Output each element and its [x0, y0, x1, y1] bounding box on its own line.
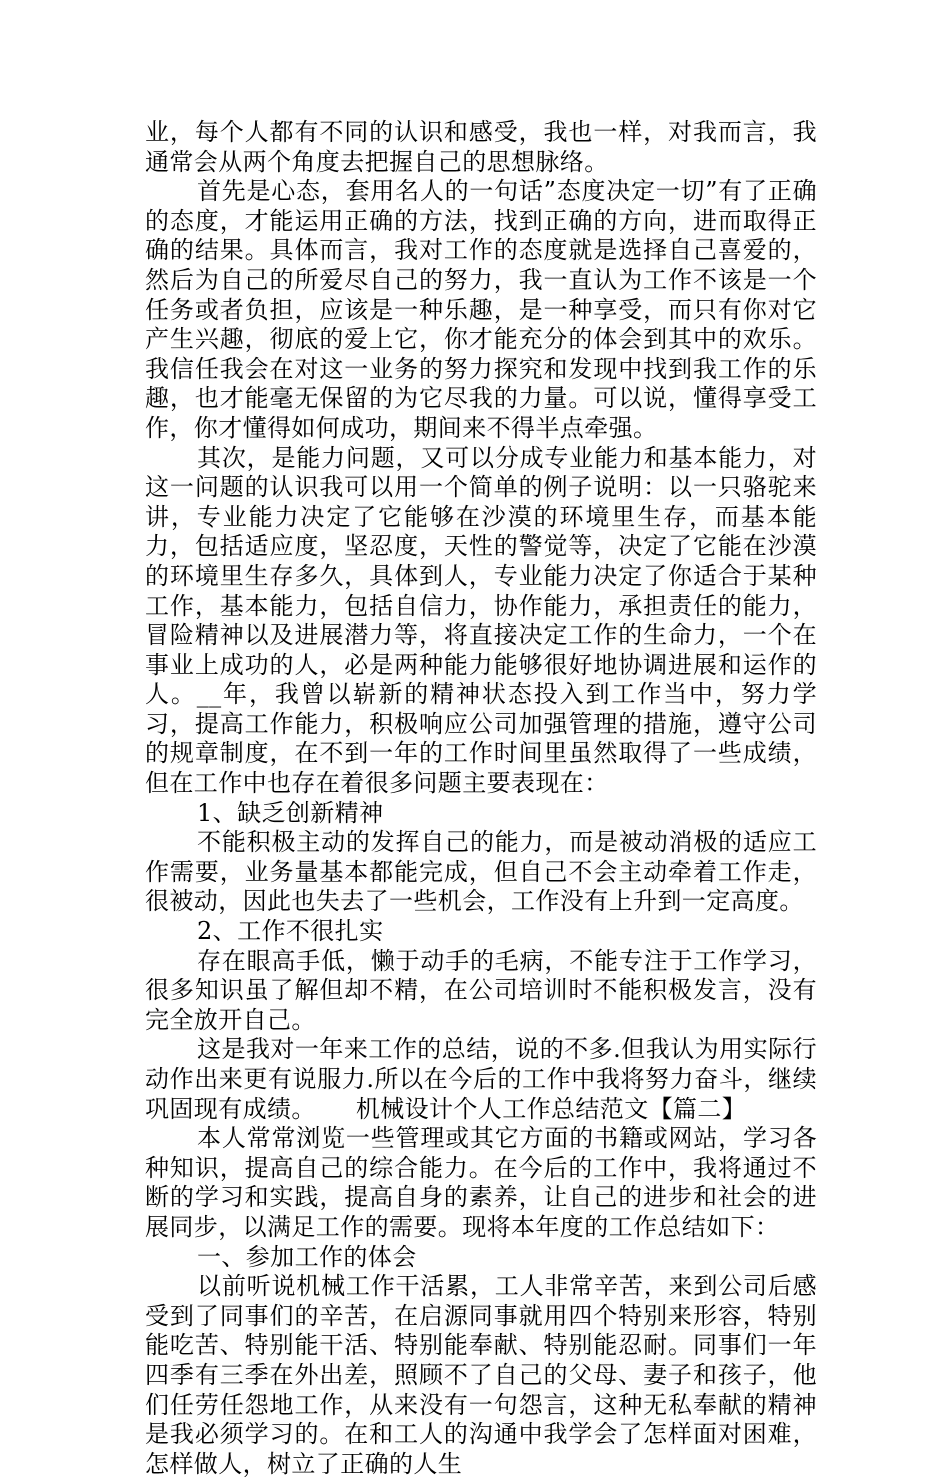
- paragraph-text: 这是我对一年来工作的总结，说的不多.但我认为用实际行动作出来更有说服力.所以在今后的工作中我将努力奋斗，继续巩固现有成绩。: [145, 1035, 817, 1123]
- paragraph: 以前听说机械工作干活累，工人非常辛苦，来到公司后感受到了同事们的辛苦，在启源同事就用四个特别来形容，特别能吃苦、特别能干活、特别能奉献、特别能忍耐。同事们一年四季有三季在外出差，照顾不了自己的父母、妻子和孩子，他们任劳任怨地工作，从来没有一句怨言，这种无私奉献的精神是我必须学习的。在和工人的沟通中我学会了怎样面对困难，怎样做人，树立了正确的人生: [145, 1272, 817, 1478]
- paragraph: 不能积极主动的发挥自己的能力，而是被动消极的适应工作需要，业务量基本都能完成，但自己不会主动牵着工作走，很被动，因此也失去了一些机会，工作没有上升到一定高度。: [145, 828, 817, 916]
- section-heading: 一、参加工作的体会: [197, 1242, 417, 1271]
- section-heading: 2、工作不很扎实: [197, 917, 384, 946]
- article-heading: 机械设计个人工作总结范文【篇二】: [355, 1094, 747, 1123]
- paragraph: 首先是心态，套用名人的一句话”态度决定一切”有了正确的态度，才能运用正确的方法，找到正确的方向，进而取得正确的结果。具体而言，我对工作的态度就是选择自己喜爱的，然后为自己的所爱尽自己的努力，我一直认为工作不该是一个任务或者负担，应该是一种乐趣，是一种享受，而只有你对它产生兴趣，彻底的爱上它，你才能充分的体会到其中的欢乐。我信任我会在对这一业务的努力探究和发现中找到我工作的乐趣，也才能毫无保留的为它尽我的力量。可以说，懂得享受工作，你才懂得如何成功，期间来不得半点牵强。: [145, 177, 817, 442]
- paragraph: 其次，是能力问题，又可以分成专业能力和基本能力，对这一问题的认识我可以用一个简单的例子说明：以一只骆驼来讲，专业能力决定了它能够在沙漠的环境里生存，而基本能力，包括适应度，坚忍度，天性的警觉等，决定了它能在沙漠的环境里生存多久，具体到人，专业能力决定了你适合于某种工作，基本能力，包括自信力，协作能力，承担责任的能力，冒险精神以及进展潜力等，将直接决定工作的生命力，一个在事业上成功的人，必是两种能力能够很好地协调进展和运作的人。__年，我曾以崭新的精神状态投入到工作当中，努力学习，提高工作能力，积极响应公司加强管理的措施，遵守公司的规章制度，在不到一年的工作时间里虽然取得了一些成绩，但在工作中也存在着很多问题主要表现在：: [145, 443, 817, 798]
- paragraph: 存在眼高手低，懒于动手的毛病，不能专注于工作学习，很多知识虽了解但却不精，在公司培训时不能积极发言，没有完全放开自己。: [145, 946, 817, 1034]
- paragraph-with-heading: [145, 1035, 817, 1124]
- paragraph: 本人常常浏览一些管理或其它方面的书籍或网站，学习各种知识，提高自己的综合能力。在今后的工作中，我将通过不断的学习和实践，提高自身的素养，让自己的进步和社会的进展同步，以满足工作的需要。现将本年度的工作总结如下：: [145, 1124, 817, 1241]
- section-heading: 1、缺乏创新精神: [197, 798, 384, 827]
- document-body: [145, 118, 817, 1479]
- paragraph: 业，每个人都有不同的认识和感受，我也一样，对我而言，我通常会从两个角度去把握自己的思想脉络。: [145, 118, 817, 176]
